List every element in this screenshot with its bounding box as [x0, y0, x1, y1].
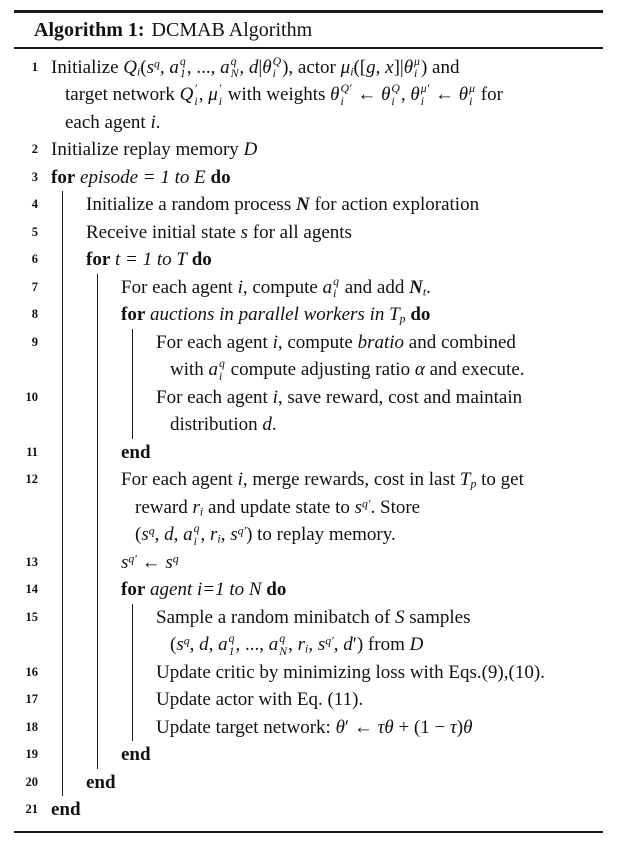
math-supsub: q 1: [228, 632, 235, 658]
line-number: 21: [25, 802, 38, 816]
math-sup: q′: [325, 634, 334, 648]
math-supsub: q N: [279, 632, 288, 658]
algo-text: end: [121, 441, 151, 463]
algo-line-3: [31, 164, 603, 192]
algo-text: Receive initial state s for all agents: [86, 221, 352, 243]
line-number: 3: [31, 169, 38, 184]
algorithm-caption: [14, 13, 603, 47]
math-sup: q′: [362, 497, 371, 511]
algorithm-body: [14, 49, 603, 831]
algo-row: [31, 164, 603, 192]
math-supsub: Q′ i: [340, 82, 352, 108]
algo-line-10: [25, 384, 603, 439]
algo-row-continuation: [121, 521, 603, 549]
algo-row: [31, 274, 603, 302]
algo-text: Initialize $Q_i(s^q$, a q 1 , ..., a q N , d|θ Q i ), actor $\mu_i([g$, x]|θ μ i ) and: [51, 54, 460, 81]
line-number: 13: [25, 554, 38, 569]
algo-line-12: [25, 466, 603, 549]
algo-text: for episode = 1 to E do: [51, 166, 231, 188]
math-sup: q′: [128, 552, 137, 566]
math-supsub: q N: [230, 54, 239, 81]
algo-line-21: [25, 796, 603, 824]
math-sup: q: [183, 634, 190, 648]
line-number: 9: [31, 334, 38, 349]
algo-line-6: [31, 246, 603, 274]
algo-text: Update critic by minimizing loss with Eqs.(9),(10).: [156, 661, 545, 683]
algo-text: for auctions in parallel workers in $T_p$ do: [121, 304, 431, 326]
algo-line-8: [31, 301, 603, 329]
line-number: 14: [25, 582, 38, 596]
line-number: 19: [25, 747, 38, 761]
algo-line-11: [26, 439, 603, 467]
line-number: 18: [25, 719, 38, 734]
algo-line-1: [31, 54, 603, 137]
math-sub: i: [217, 532, 221, 546]
algo-row: [25, 769, 603, 797]
math-sup: q′: [237, 524, 247, 538]
algo-text: with a q i compute adjusting ratio α and execute.: [170, 357, 525, 383]
math-supsub: ′ i: [218, 82, 223, 108]
line-number: 20: [25, 774, 38, 789]
algo-row: [25, 576, 603, 604]
math-sub: i: [199, 504, 204, 518]
math-sub: p: [470, 477, 477, 491]
line-number: 5: [31, 224, 38, 239]
algo-line-7: [31, 274, 603, 302]
algo-text: distribution d.: [170, 414, 277, 435]
algo-text: Initialize a random process N for action exploration: [86, 194, 480, 215]
algo-text: for agent i=1 to N do: [121, 579, 287, 600]
line-number: 1: [31, 59, 38, 74]
algo-text: Update actor with Eq. (11).: [156, 689, 364, 710]
algo-text: For each agent i, merge rewards, cost in last $T_p$ to get: [121, 469, 524, 491]
algo-row: [25, 714, 603, 742]
line-number: 15: [25, 609, 38, 624]
algo-line-18: [25, 714, 603, 742]
math-sub: i: [305, 642, 309, 656]
algo-line-9: [31, 329, 603, 384]
algo-text: end: [86, 771, 116, 793]
algo-text: Sample a random minibatch of S samples: [156, 606, 471, 628]
algo-row-continuation: [121, 494, 603, 522]
algo-row: [25, 659, 603, 687]
algo-row: [25, 549, 603, 577]
math-supsub: Q i: [272, 54, 282, 81]
math-supsub: ′ i: [194, 82, 198, 108]
math-sub: t: [422, 284, 427, 298]
algo-row: [25, 796, 603, 824]
algo-row-continuation: [156, 631, 603, 659]
math-supsub: μ i: [469, 82, 475, 108]
algo-text: end: [121, 744, 151, 765]
algorithm-pseudocode: [14, 10, 603, 833]
math-supsub: q i: [219, 357, 225, 383]
line-number: 11: [26, 444, 38, 459]
algo-text: end: [51, 799, 81, 820]
line-number: 4: [31, 197, 38, 211]
algo-line-19: [25, 741, 603, 769]
algorithm-caption-label: Algorithm 1:: [34, 18, 145, 41]
algo-line-16: [25, 659, 603, 687]
algo-line-20: [25, 769, 603, 797]
algo-row: [31, 219, 603, 247]
loop-body-block: [25, 191, 603, 796]
algo-line-13: [25, 549, 603, 577]
algo-text: for t = 1 to T do: [86, 249, 212, 270]
algo-text: ($s^q$, d, a q 1 , ..., a q N , $r_i$, $s^{q'}$, d′) from D: [170, 632, 424, 658]
algo-row: [31, 54, 603, 82]
loop-body-block: [25, 604, 603, 742]
algo-row: [25, 384, 603, 412]
algo-text: Initialize replay memory D: [51, 139, 258, 160]
algo-text: each agent i.: [65, 111, 161, 133]
math-supsub: q i: [333, 274, 339, 301]
algo-line-15: [25, 604, 603, 659]
algo-text: target network Q ′ i , μ ′ i with weights θ Q′ i ← θ Q i , θ μ′ i ← θ μ i for: [65, 82, 503, 108]
algo-text: $s^{q'}$ ← $s^q$: [121, 551, 179, 573]
algo-line-4: [31, 191, 603, 219]
algo-row: [25, 604, 603, 632]
math-sub: i: [350, 64, 354, 78]
math-sup: q: [148, 524, 155, 538]
math-sup: q: [154, 57, 160, 71]
loop-body-block: [25, 329, 603, 439]
bottom-rule: [14, 831, 603, 834]
algo-row: [26, 439, 603, 467]
algo-text: For each agent i, compute a q i and add $N_t$.: [121, 274, 431, 301]
algo-text: For each agent i, compute bratio and combined: [156, 331, 516, 353]
algo-row-continuation: [156, 411, 603, 439]
algo-row-continuation: [156, 356, 603, 384]
algo-line-5: [31, 219, 603, 247]
math-supsub: μ′ i: [420, 82, 430, 108]
line-number: 6: [31, 252, 38, 266]
line-number: 7: [31, 279, 38, 294]
algo-line-14: [25, 576, 603, 604]
math-supsub: q 1: [179, 54, 186, 81]
line-number: 8: [31, 307, 38, 321]
algo-row-continuation: [51, 81, 603, 109]
algo-row: [31, 136, 603, 164]
algo-line-17: [25, 686, 603, 714]
line-number: 2: [31, 142, 38, 156]
algo-text: For each agent i, save reward, cost and maintain: [156, 386, 523, 408]
math-sup: q: [172, 552, 179, 566]
line-number: 10: [25, 389, 38, 404]
algo-row: [31, 191, 603, 219]
math-sub: p: [399, 312, 406, 326]
algo-text: ($s^q$, d, a q i , $r_i$, $s^{q'}$) to replay memory.: [135, 522, 396, 548]
algo-row: [31, 329, 603, 357]
algo-text: Update target network: θ′ ← τθ + (1 − τ)θ: [156, 716, 473, 738]
algo-line-2: [31, 136, 603, 164]
algo-row: [25, 741, 603, 769]
algo-text: reward $r_i$ and update state to $s^{q'}$. Store: [135, 496, 421, 518]
algo-row: [31, 301, 603, 329]
math-supsub: q i: [193, 522, 200, 548]
algo-row-continuation: [51, 109, 603, 137]
algorithm-caption-title: DCMAB Algorithm: [151, 18, 313, 41]
math-supsub: Q i: [391, 82, 400, 108]
algo-row: [31, 246, 603, 274]
calligraphic-letter: N: [409, 276, 423, 298]
line-number: 16: [25, 664, 38, 679]
line-number: 12: [25, 472, 38, 486]
line-number: 17: [25, 692, 38, 706]
math-sub: i: [137, 64, 141, 78]
loop-body-block: [25, 274, 603, 769]
math-supsub: μ i: [414, 54, 420, 81]
algo-row: [25, 466, 603, 494]
algo-row: [25, 686, 603, 714]
calligraphic-letter: N: [295, 194, 310, 215]
